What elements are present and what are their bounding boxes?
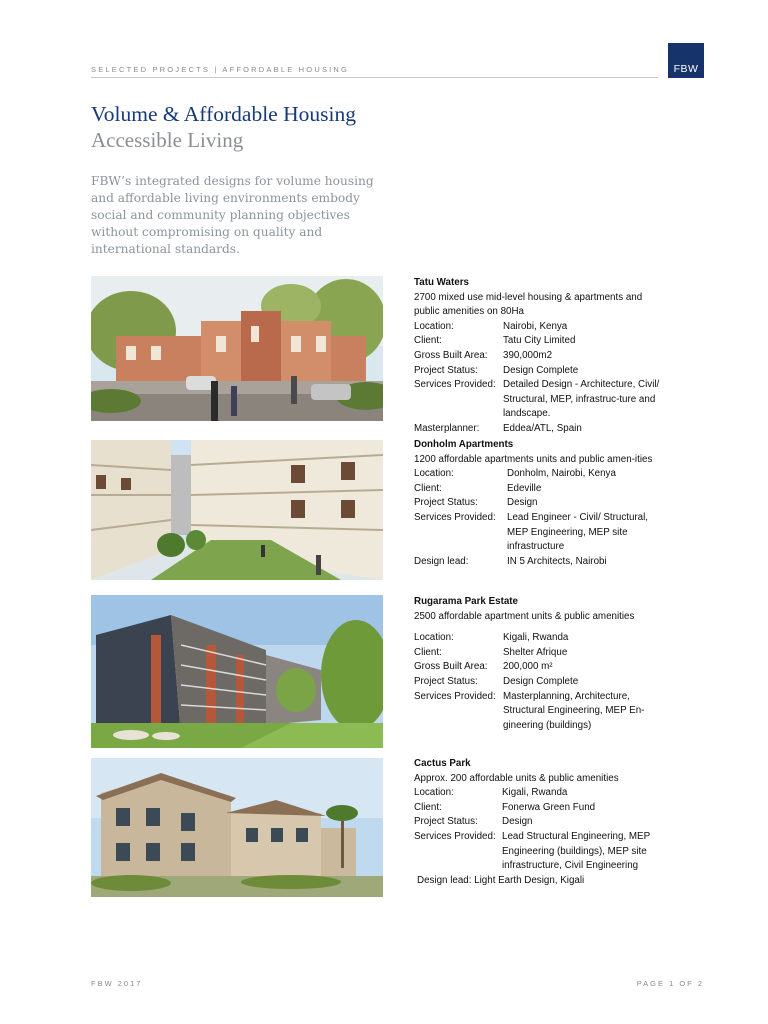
detail-row — [414, 830, 669, 874]
project-description: 2500 affordable apartment units & public amenities — [414, 610, 635, 622]
detail-key: Project Status: — [414, 497, 478, 509]
project-tatu-waters — [414, 276, 669, 437]
page-subtitle: Accessible Living — [91, 128, 244, 152]
detail-value: Eddea/ATL, Spain — [503, 422, 582, 434]
detail-key: Gross Built Area: — [414, 349, 488, 361]
design-lead-line: Design lead: Light Earth Design, Kigali — [417, 874, 585, 886]
detail-key: Gross Built Area: — [414, 661, 488, 673]
project-description: Approx. 200 affordable units & public amenities — [414, 772, 619, 784]
detail-row — [414, 482, 669, 497]
detail-key: Location: — [414, 468, 454, 480]
detail-key: Masterplanner: — [414, 422, 480, 434]
detail-row — [414, 467, 669, 482]
detail-key: Project Status: — [414, 364, 478, 376]
detail-row — [414, 511, 669, 555]
detail-value: Donholm, Nairobi, Kenya — [507, 468, 616, 480]
detail-row — [414, 646, 669, 661]
tatu-waters-image — [91, 276, 383, 421]
detail-key: Services Provided: — [414, 830, 496, 842]
detail-value: Nairobi, Kenya — [503, 320, 568, 332]
detail-key: Services Provided: — [414, 511, 496, 523]
detail-value: Kigali, Rwanda — [503, 632, 569, 644]
detail-value: 390,000m2 — [503, 349, 553, 361]
header-label: SELECTED PROJECTS | AFFORDABLE HOUSING — [91, 65, 350, 74]
project-name: Donholm Apartments — [414, 439, 514, 450]
detail-row — [414, 690, 669, 734]
detail-key: Location: — [414, 787, 454, 799]
detail-row — [414, 320, 669, 335]
detail-key: Client: — [414, 646, 442, 658]
detail-value: Detailed Design - Architecture, Civil/ Structural, MEP, infrastruc-ture and landscape. — [503, 379, 660, 420]
detail-row — [414, 334, 669, 349]
detail-key: Project Status: — [414, 675, 478, 687]
project-name: Rugarama Park Estate — [414, 596, 519, 607]
header-divider — [91, 77, 658, 78]
detail-row — [414, 786, 669, 801]
detail-row — [414, 555, 669, 570]
project-rugarama-park-estate — [414, 595, 669, 733]
detail-row — [414, 378, 669, 422]
donholm-apartments-image — [91, 440, 383, 580]
logo-text: FBW — [673, 63, 699, 75]
page-title: Volume & Affordable Housing — [91, 102, 356, 126]
detail-value: Kigali, Rwanda — [502, 787, 568, 799]
detail-key: Design lead: — [414, 555, 469, 567]
project-name: Cactus Park — [414, 758, 471, 769]
detail-row — [414, 631, 669, 646]
detail-value: Fonerwa Green Fund — [502, 801, 596, 813]
detail-row — [414, 364, 669, 379]
footer-year: FBW 2017 — [91, 979, 143, 988]
detail-key: Client: — [414, 801, 442, 813]
detail-key: Services Provided: — [414, 690, 496, 702]
project-description: 1200 affordable apartments units and public amen-ities — [414, 453, 653, 465]
detail-row — [414, 675, 669, 690]
intro-paragraph: FBW’s integrated designs for volume housing and affordable living environments embody social and community planning objectives without compromising on quality and international standards. — [91, 174, 374, 256]
detail-value: Tatu City Limited — [503, 335, 576, 347]
spacer — [414, 624, 669, 631]
detail-row — [414, 496, 669, 511]
detail-value: Edeville — [507, 482, 542, 494]
detail-key: Client: — [414, 482, 442, 494]
project-donholm-apartments — [414, 438, 669, 569]
detail-value: Shelter Afrique — [503, 646, 568, 658]
detail-row — [414, 815, 669, 830]
project-name: Tatu Waters — [414, 277, 469, 288]
detail-value: IN 5 Architects, Nairobi — [507, 555, 607, 567]
cactus-park-image — [91, 758, 383, 897]
detail-value: 200,000 m² — [503, 661, 553, 673]
detail-row — [414, 422, 669, 437]
detail-value: Design — [507, 497, 538, 509]
detail-key: Services Provided: — [414, 379, 496, 391]
rugarama-park-estate-image — [91, 595, 383, 748]
fbw-logo — [668, 43, 704, 78]
detail-row — [414, 801, 669, 816]
detail-value: Lead Engineer - Civil/ Structural, MEP Engineering, MEP site infrastructure — [507, 511, 649, 553]
detail-value: Design Complete — [503, 675, 579, 687]
detail-key: Project Status: — [414, 816, 478, 828]
footer-page-number: PAGE 1 OF 2 — [636, 979, 704, 988]
detail-row — [414, 660, 669, 675]
detail-key: Client: — [414, 335, 442, 347]
detail-key: Location: — [414, 632, 454, 644]
detail-value: Lead Structural Engineering, MEP Engineering (buildings), MEP site infrastructure, Civil Engineering — [502, 830, 650, 872]
detail-row — [414, 349, 669, 364]
detail-value: Design Complete — [503, 364, 579, 376]
project-cactus-park — [414, 757, 669, 888]
detail-value: Masterplanning, Architecture, Structural Engineering, MEP En-gineering (buildings) — [503, 690, 645, 731]
detail-key: Location: — [414, 320, 454, 332]
project-description: 2700 mixed use mid-level housing & apartments and public amenities on 80Ha — [414, 291, 643, 318]
detail-value: Design — [502, 816, 533, 828]
